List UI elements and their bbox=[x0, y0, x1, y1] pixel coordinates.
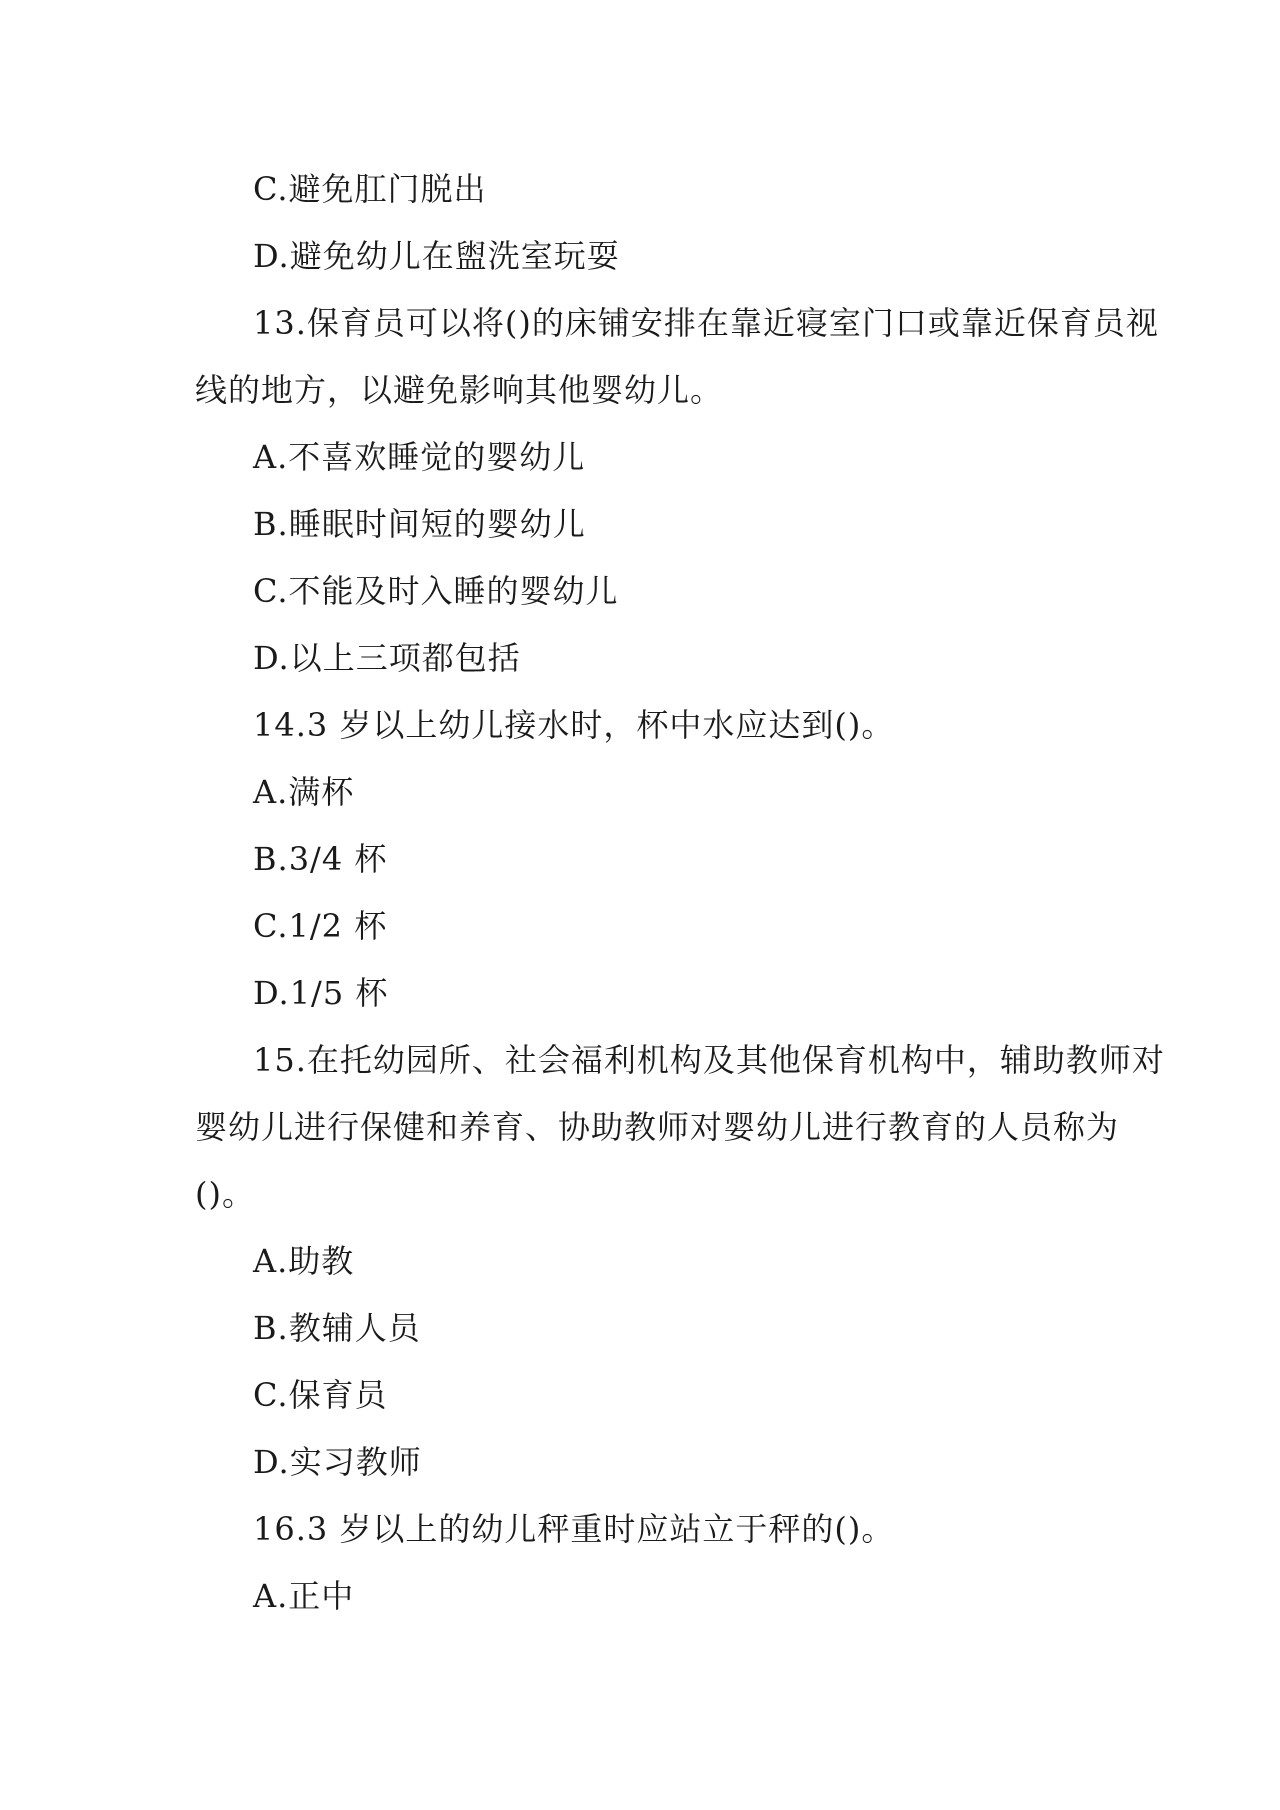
option-a-q14: A.满杯 bbox=[253, 773, 355, 811]
option-a-q16: A.正中 bbox=[253, 1577, 355, 1615]
option-c-q14: C.1/2 杯 bbox=[253, 907, 388, 945]
option-a-q15: A.助教 bbox=[253, 1242, 355, 1280]
question-15-text-cont-2: ()。 bbox=[195, 1175, 255, 1213]
option-d-q13: D.以上三项都包括 bbox=[253, 639, 521, 677]
option-c-q15: C.保育员 bbox=[253, 1376, 388, 1414]
question-13-text-cont: 线的地方，以避免影响其他婴幼儿。 bbox=[195, 371, 724, 409]
question-15-text-cont: 婴幼儿进行保健和养育、协助教师对婴幼儿进行教育的人员称为 bbox=[195, 1108, 1120, 1146]
option-a-q13: A.不喜欢睡觉的婴幼儿 bbox=[253, 438, 586, 476]
option-b-q15: B.教辅人员 bbox=[253, 1309, 421, 1347]
option-b-q14: B.3/4 杯 bbox=[253, 840, 388, 878]
question-15-text: 15.在托幼园所、社会福利机构及其他保育机构中，辅助教师对 bbox=[253, 1041, 1165, 1079]
option-b-q13: B.睡眠时间短的婴幼儿 bbox=[253, 505, 586, 543]
question-16-text: 16.3 岁以上的幼儿秤重时应站立于秤的()。 bbox=[253, 1510, 895, 1548]
option-d-q12: D.避免幼儿在盥洗室玩耍 bbox=[253, 237, 620, 275]
option-c-q12: C.避免肛门脱出 bbox=[253, 170, 487, 208]
option-c-q13: C.不能及时入睡的婴幼儿 bbox=[253, 572, 619, 610]
option-d-q14: D.1/5 杯 bbox=[253, 974, 389, 1012]
option-d-q15: D.实习教师 bbox=[253, 1443, 422, 1481]
question-14-text: 14.3 岁以上幼儿接水时，杯中水应达到()。 bbox=[253, 706, 895, 744]
question-13-text: 13.保育员可以将()的床铺安排在靠近寝室门口或靠近保育员视 bbox=[253, 304, 1159, 342]
